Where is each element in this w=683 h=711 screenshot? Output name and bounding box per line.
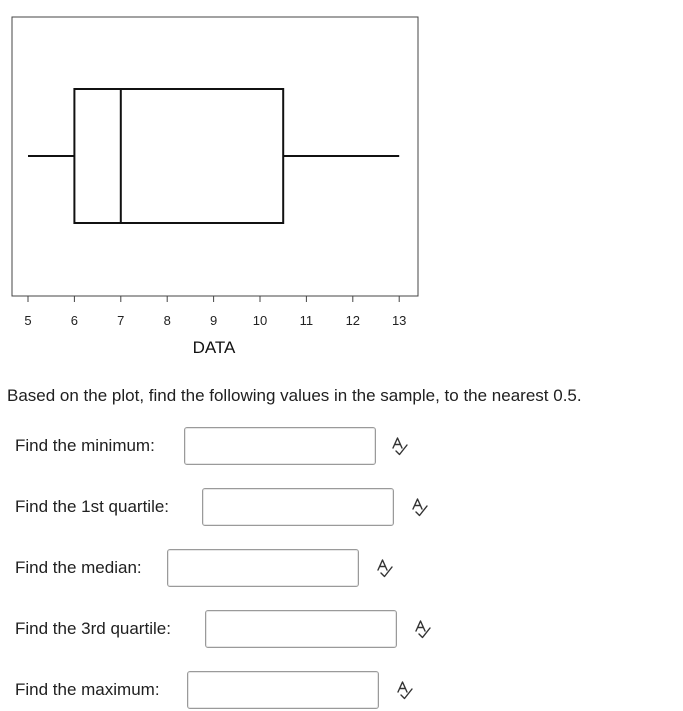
x-tick-label: 8 — [163, 313, 171, 328]
median-input[interactable] — [167, 549, 359, 587]
x-tick-label: 9 — [209, 313, 218, 328]
third-quartile-label: Find the 3rd quartile: — [15, 619, 171, 638]
x-tick-label: 6 — [70, 313, 79, 328]
iqr-box — [74, 89, 283, 223]
x-tick-label: 11 — [299, 313, 314, 328]
minimum-input[interactable] — [184, 427, 376, 465]
x-tick-label: 7 — [117, 313, 125, 328]
median-label: Find the median: — [15, 558, 142, 577]
question-prompt: Based on the plot, find the following values in the sample, to the nearest 0.5. — [7, 386, 582, 405]
first-quartile-input[interactable] — [202, 488, 394, 526]
first-quartile-label: Find the 1st quartile: — [15, 497, 170, 516]
maximum-label: Find the maximum: — [15, 680, 160, 699]
maximum-input[interactable] — [187, 671, 379, 709]
spellcheck-icon[interactable] — [390, 436, 410, 456]
third-quartile-input[interactable] — [205, 610, 397, 648]
spellcheck-icon[interactable] — [375, 558, 395, 578]
x-tick-label: 13 — [391, 313, 407, 328]
spellcheck-icon[interactable] — [410, 497, 430, 517]
minimum-label: Find the minimum: — [15, 436, 155, 455]
spellcheck-icon[interactable] — [395, 680, 415, 700]
x-tick-label: 10 — [252, 313, 268, 328]
x-axis-label: DATA — [192, 338, 236, 357]
spellcheck-icon[interactable] — [413, 619, 433, 639]
x-tick-label: 12 — [345, 313, 361, 328]
x-tick-label: 5 — [24, 313, 32, 328]
